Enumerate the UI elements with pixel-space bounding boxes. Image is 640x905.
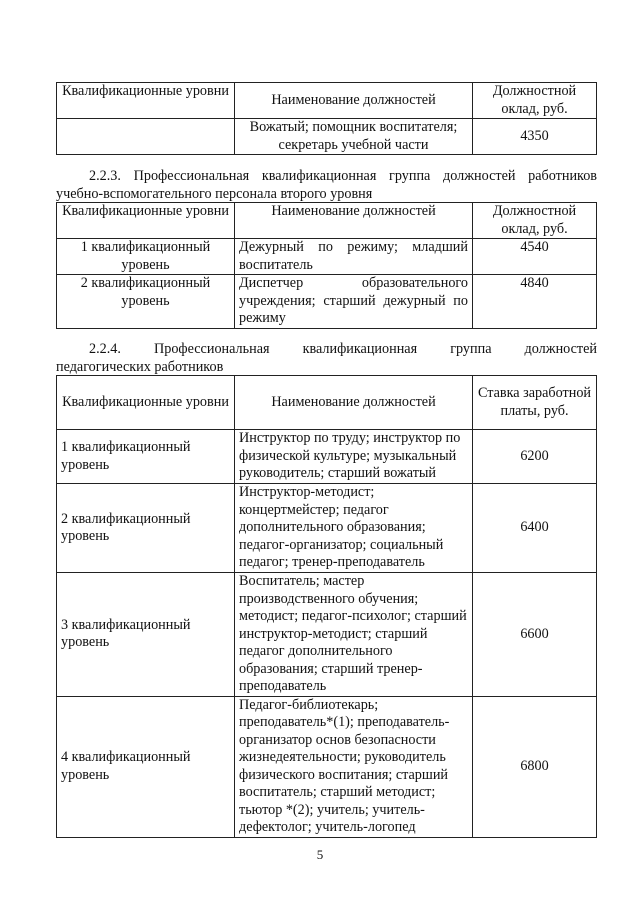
cell-level: 1 квалификационный уровень bbox=[57, 430, 235, 484]
cell-salary: 6200 bbox=[473, 430, 597, 484]
cell-salary: 6800 bbox=[473, 696, 597, 837]
table-row bbox=[57, 430, 597, 484]
cell-level: 1 квалификационный уровень bbox=[57, 239, 235, 275]
cell-level: 4 квалификационный уровень bbox=[57, 696, 235, 837]
section-2-2-3-line2: учебно-вспомогательного персонала второго уровня bbox=[56, 185, 373, 202]
cell-salary: 6600 bbox=[473, 573, 597, 697]
section-2-2-4-heading bbox=[56, 341, 597, 376]
section-2-2-4-line2: педагогических работников bbox=[56, 358, 224, 375]
header-salary-rate: Ставка заработной платы, руб. bbox=[473, 376, 597, 430]
cell-level: 3 квалификационный уровень bbox=[57, 573, 235, 697]
cell-salary: 4540 bbox=[473, 239, 597, 275]
table-row bbox=[57, 696, 597, 837]
table-job-salaries-continued bbox=[56, 82, 597, 155]
cell-positions: Дежурный по режиму; младший воспитатель bbox=[235, 239, 473, 275]
header-salary: Должностной оклад, руб. bbox=[473, 83, 597, 119]
cell-salary: 4350 bbox=[473, 119, 597, 155]
table-row bbox=[57, 119, 597, 155]
table-row bbox=[57, 484, 597, 573]
header-qualification-levels: Квалификационные уровни bbox=[57, 203, 235, 239]
cell-positions: Инструктор-методист; концертмейстер; педагог дополнительного образования; педагог-организатор; социальный педагог; тренер-преподаватель bbox=[235, 484, 473, 573]
section-2-2-3-heading bbox=[56, 168, 597, 203]
header-salary: Должностной оклад, руб. bbox=[473, 203, 597, 239]
cell-level bbox=[57, 119, 235, 155]
table-header-row bbox=[57, 376, 597, 430]
cell-positions: Инструктор по труду; инструктор по физической культуре; музыкальный руководитель; старший вожатый bbox=[235, 430, 473, 484]
cell-positions: Воспитатель; мастер производственного обучения; методист; педагог-психолог; старший инструктор-методист; старший педагог дополнительного образования; старший тренер-преподаватель bbox=[235, 573, 473, 697]
cell-positions: Вожатый; помощник воспитателя; секретарь учебной части bbox=[235, 119, 473, 155]
cell-positions: Педагог-библиотекарь; преподаватель*(1); преподаватель-организатор основ безопасности жизнедеятельности; руководитель физического воспитания; старший воспитатель; старший методист; тьютор *(2); учитель; учитель-дефектолог; учитель-логопед bbox=[235, 696, 473, 837]
header-position-names: Наименование должностей bbox=[235, 83, 473, 119]
header-position-names: Наименование должностей bbox=[235, 203, 473, 239]
cell-level: 2 квалификационный уровень bbox=[57, 275, 235, 329]
table-support-staff-second-level bbox=[56, 202, 597, 329]
section-2-2-3-line1: 2.2.3. Профессиональная квалификационная группа должностей работников bbox=[89, 168, 597, 184]
header-qualification-levels: Квалификационные уровни bbox=[57, 376, 235, 430]
table-header-row bbox=[57, 203, 597, 239]
cell-salary: 6400 bbox=[473, 484, 597, 573]
table-row bbox=[57, 239, 597, 275]
table-row bbox=[57, 275, 597, 329]
cell-positions: Диспетчер образовательного учреждения; старший дежурный по режиму bbox=[235, 275, 473, 329]
header-qualification-levels: Квалификационные уровни bbox=[57, 83, 235, 119]
header-position-names: Наименование должностей bbox=[235, 376, 473, 430]
table-header-row bbox=[57, 83, 597, 119]
page-number: 5 bbox=[316, 847, 324, 862]
table-pedagogical-staff bbox=[56, 375, 597, 838]
cell-level: 2 квалификационный уровень bbox=[57, 484, 235, 573]
table-row bbox=[57, 573, 597, 697]
section-2-2-4-line1: 2.2.4. Профессиональная квалификационная группа должностей bbox=[89, 341, 597, 357]
cell-salary: 4840 bbox=[473, 275, 597, 329]
